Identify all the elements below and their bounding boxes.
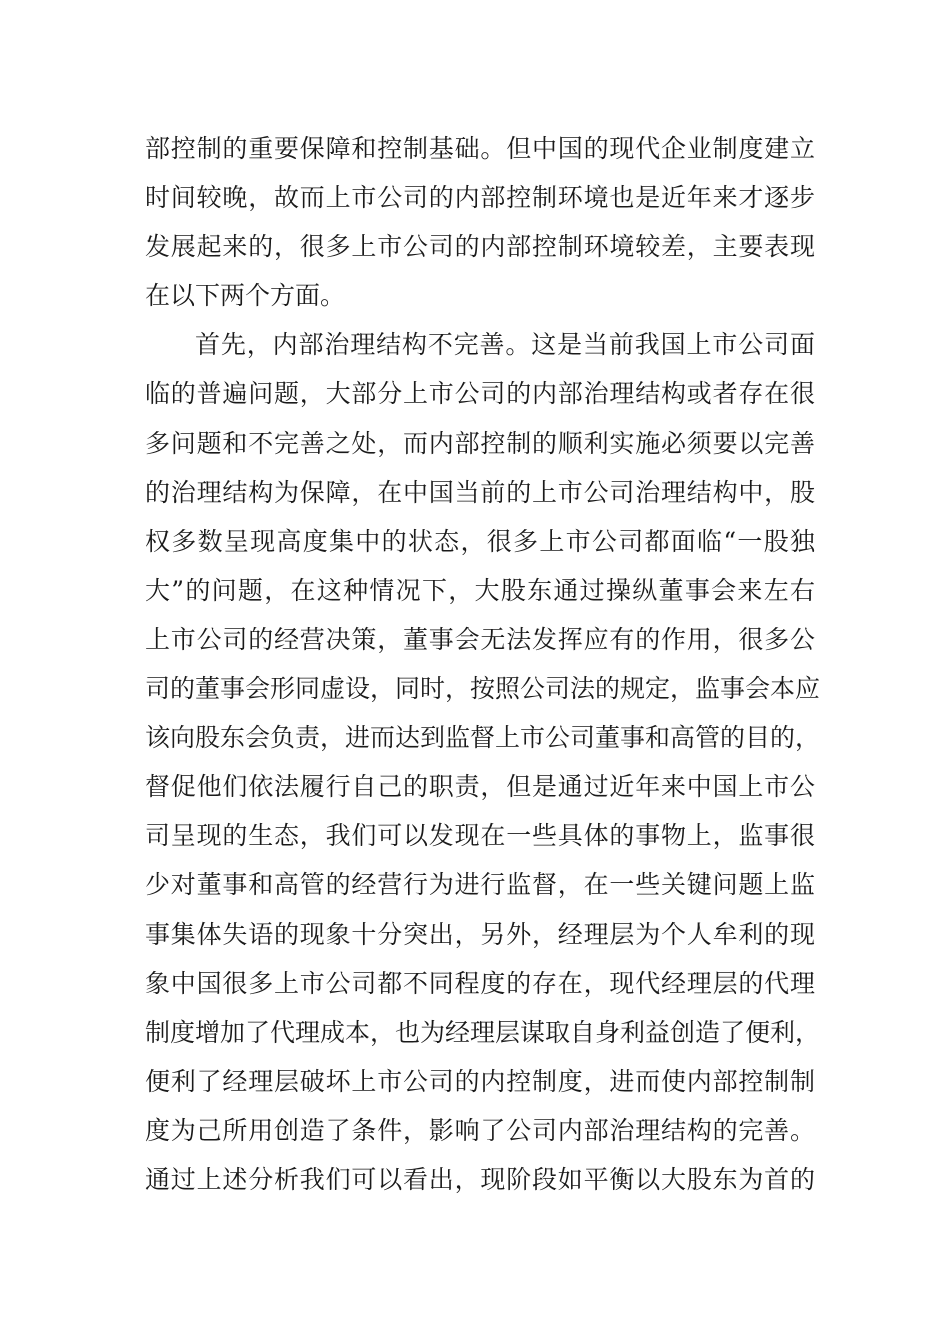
text-line: 该向股东会负责，进而达到监督上市公司董事和高管的目的， <box>145 723 821 753</box>
text-line: 权多数呈现高度集中的状态，很多上市公司都面临“一股独 <box>145 526 815 556</box>
text-line: 大”的问题，在这种情况下，大股东通过操纵董事会来左右 <box>145 575 815 605</box>
text-line: 制度增加了代理成本，也为经理层谋取自身利益创造了便利， <box>145 1017 821 1047</box>
text-line: 临的普遍问题，大部分上市公司的内部治理结构或者存在很 <box>145 379 815 409</box>
text-line: 首先，内部治理结构不完善。这是当前我国上市公司面 <box>195 330 815 360</box>
text-line: 通过上述分析我们可以看出，现阶段如平衡以大股东为首的 <box>145 1164 815 1194</box>
text-line: 上市公司的经营决策，董事会无法发挥应有的作用，很多公 <box>145 624 815 654</box>
text-line: 多问题和不完善之处，而内部控制的顺利实施必须要以完善 <box>145 428 815 458</box>
body-text <box>145 124 821 1204</box>
text-line: 司呈现的生态，我们可以发现在一些具体的事物上，监事很 <box>145 821 815 851</box>
text-line: 在以下两个方面。 <box>145 281 346 311</box>
text-line: 事集体失语的现象十分突出，另外，经理层为个人牟利的现 <box>145 919 815 949</box>
text-line: 度为己所用创造了条件，影响了公司内部治理结构的完善。 <box>145 1115 815 1145</box>
text-line: 时间较晚，故而上市公司的内部控制环境也是近年来才逐步 <box>145 183 815 213</box>
text-line: 司的董事会形同虚设，同时，按照公司法的规定，监事会本应 <box>145 674 821 704</box>
text-line: 的治理结构为保障，在中国当前的上市公司治理结构中，股 <box>145 477 815 507</box>
text-line: 象中国很多上市公司都不同程度的存在，现代经理层的代理 <box>145 968 815 998</box>
text-line: 部控制的重要保障和控制基础。但中国的现代企业制度建立 <box>145 134 815 163</box>
text-line: 便利了经理层破坏上市公司的内控制度，进而使内部控制制 <box>145 1066 815 1096</box>
text-line: 发展起来的，很多上市公司的内部控制环境较差，主要表现 <box>145 232 815 262</box>
text-line: 少对董事和高管的经营行为进行监督，在一些关键问题上监 <box>145 870 815 900</box>
text-line: 督促他们依法履行自己的职责，但是通过近年来中国上市公 <box>145 772 815 802</box>
